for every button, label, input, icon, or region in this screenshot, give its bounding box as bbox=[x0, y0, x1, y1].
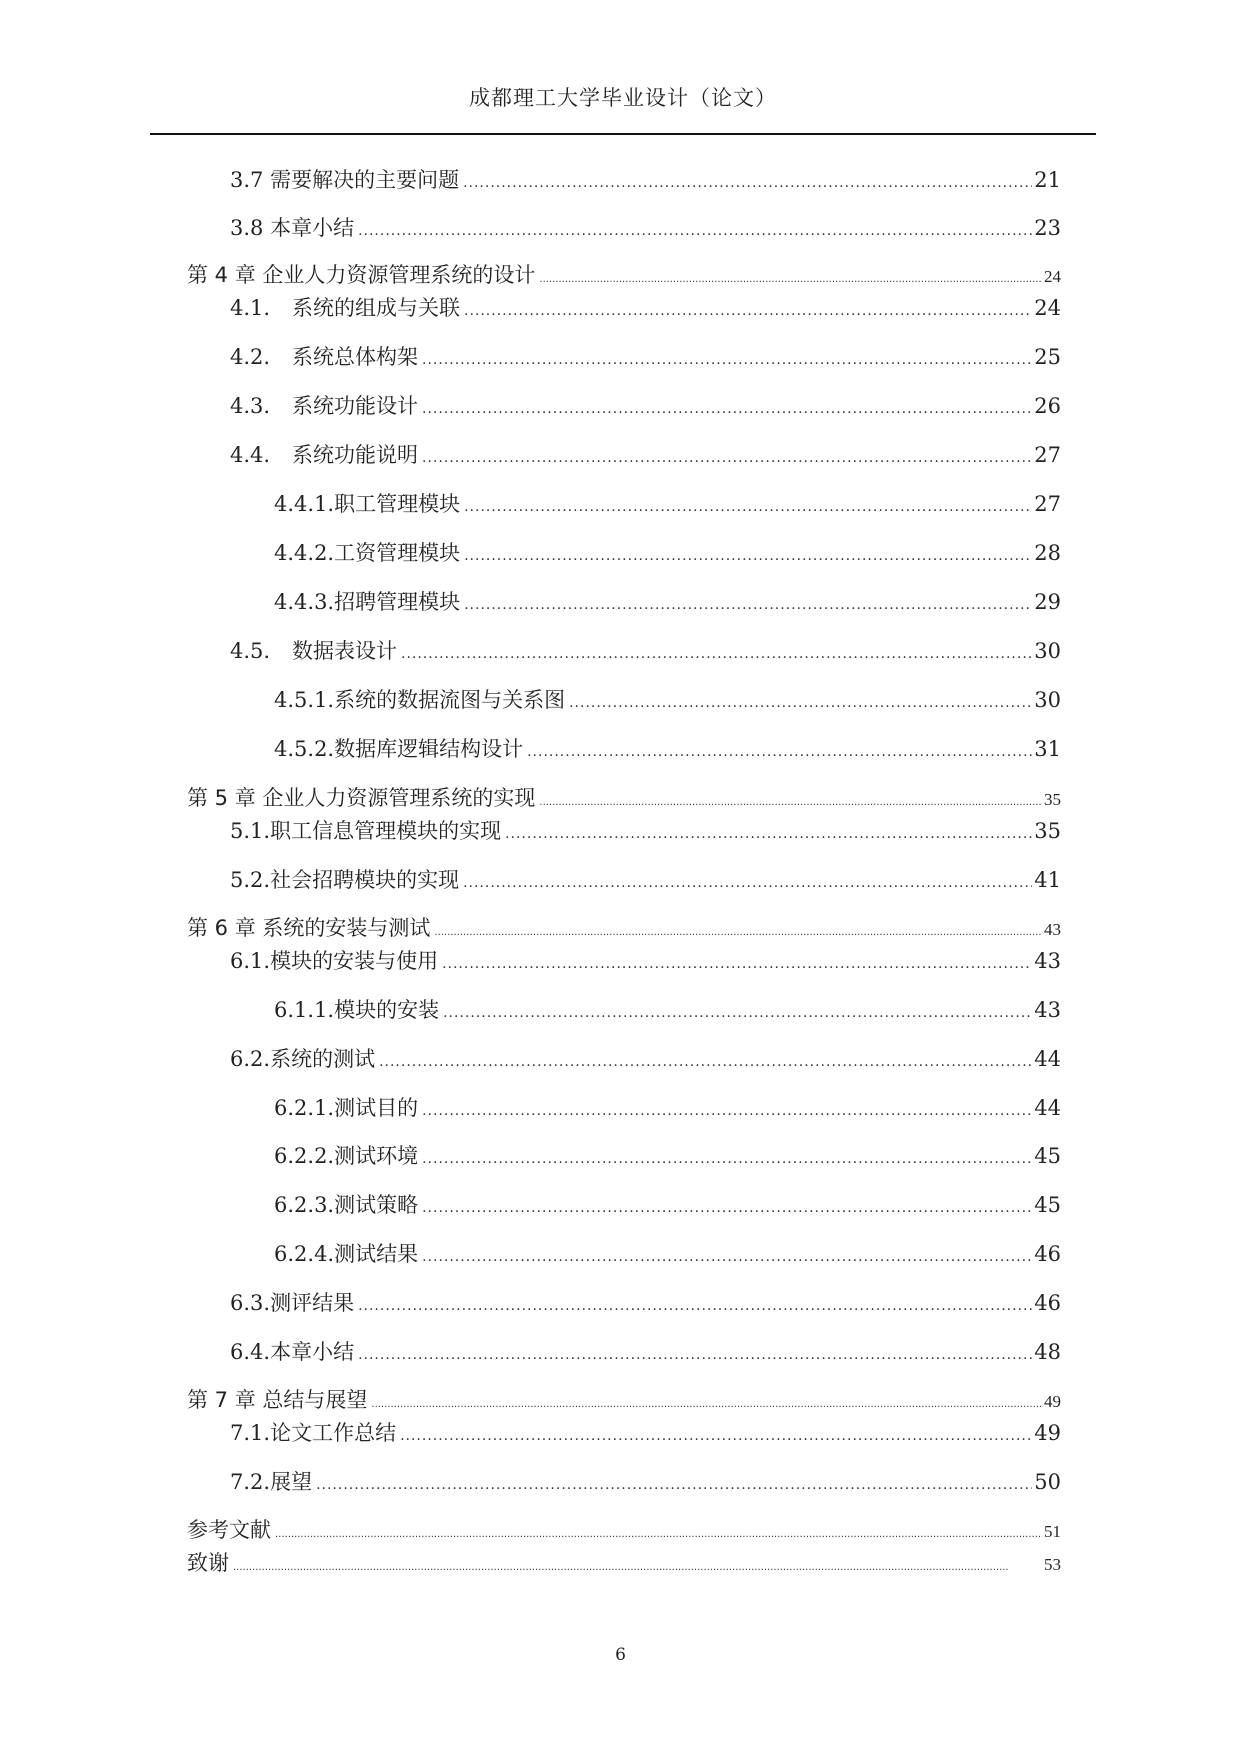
toc-entry-page: 21 bbox=[1034, 168, 1061, 192]
toc-entry-page: 30 bbox=[1034, 639, 1061, 663]
toc-entry-4-5-1[interactable] bbox=[274, 684, 1061, 714]
toc-entry-title: 3.7 需要解决的主要问题 bbox=[230, 168, 460, 192]
toc-entry-6-2-3[interactable] bbox=[274, 1189, 1061, 1219]
toc-entry-page: 44 bbox=[1034, 1096, 1061, 1120]
toc-entry-title bbox=[230, 439, 422, 469]
toc-entry-page: 24 bbox=[1034, 296, 1061, 320]
toc-entry-title: 5.1.职工信息管理模块的实现 bbox=[230, 819, 502, 843]
toc-chapter-6[interactable] bbox=[187, 912, 1061, 942]
toc-dot-leader bbox=[422, 1200, 1032, 1216]
toc-entry-6-3[interactable] bbox=[230, 1287, 1061, 1317]
toc-dot-leader bbox=[464, 499, 1032, 515]
toc-entry-page: 27 bbox=[1034, 492, 1061, 516]
toc-dot-leader bbox=[422, 1151, 1032, 1167]
toc-entry-6-2-1[interactable] bbox=[274, 1092, 1061, 1122]
toc-dot-leader bbox=[422, 352, 1032, 368]
toc-chapter-title: 致谢 bbox=[187, 1551, 229, 1575]
toc-entry-4-4-2[interactable] bbox=[274, 537, 1061, 567]
toc-entry-page: 48 bbox=[1034, 1340, 1061, 1364]
toc-chapter-title: 第 4 章 企业人力资源管理系统的设计 bbox=[187, 263, 536, 287]
toc-entry-title: 6.3.测评结果 bbox=[230, 1291, 355, 1315]
toc-entry-page: 50 bbox=[1034, 1470, 1061, 1494]
toc-chapter-title: 第 7 章 总结与展望 bbox=[187, 1388, 368, 1412]
toc-entry-text: 数据表设计 bbox=[292, 639, 397, 663]
toc-entry-title: 7.1.论文工作总结 bbox=[230, 1421, 397, 1445]
toc-entry-6-1-1[interactable] bbox=[274, 994, 1061, 1024]
toc-entry-page: 23 bbox=[1034, 216, 1061, 240]
toc-entry-text: 系统功能设计 bbox=[292, 394, 418, 418]
toc-entry-page: 46 bbox=[1034, 1291, 1061, 1315]
toc-dot-leader bbox=[401, 646, 1032, 662]
toc-entry-page: 28 bbox=[1034, 541, 1061, 565]
toc-entry-title: 7.2.展望 bbox=[230, 1470, 313, 1494]
toc-dot-leader bbox=[527, 744, 1032, 760]
toc-entry-page: 35 bbox=[1044, 790, 1061, 809]
toc-entry-6-2-4[interactable] bbox=[274, 1238, 1061, 1268]
page-header-title: 成都理工大学毕业设计（论文） bbox=[469, 86, 777, 110]
toc-entry-page: 53 bbox=[1044, 1555, 1061, 1574]
toc-entry-title: 6.1.模块的安装与使用 bbox=[230, 949, 439, 973]
toc-entry-6-1[interactable] bbox=[230, 945, 1061, 975]
toc-entry-title: 4.5.1.系统的数据流图与关系图 bbox=[274, 688, 566, 712]
toc-entry-page: 25 bbox=[1034, 345, 1061, 369]
page-number: 6 bbox=[615, 1645, 626, 1665]
toc-dot-leader bbox=[275, 1529, 1042, 1540]
toc-chapter-7[interactable] bbox=[187, 1384, 1061, 1414]
toc-entry-title: 6.2.2.测试环境 bbox=[274, 1144, 419, 1168]
toc-entry-page: 31 bbox=[1034, 737, 1061, 761]
toc-chapter-title: 第 5 章 企业人力资源管理系统的实现 bbox=[187, 786, 536, 810]
toc-entry-page: 24 bbox=[1044, 267, 1061, 286]
toc-entry-page: 30 bbox=[1034, 688, 1061, 712]
toc-entry-page: 27 bbox=[1034, 443, 1061, 467]
toc-dot-leader bbox=[464, 548, 1032, 564]
toc-dot-leader bbox=[422, 1249, 1032, 1265]
toc-entry-4-4-1[interactable] bbox=[274, 488, 1061, 518]
toc-entry-page: 43 bbox=[1044, 920, 1061, 939]
toc-entry-page: 43 bbox=[1034, 949, 1061, 973]
toc-dot-leader bbox=[539, 274, 1042, 285]
toc-entry-text: 系统的组成与关联 bbox=[292, 296, 460, 320]
toc-entry-page: 29 bbox=[1034, 590, 1061, 614]
toc-entry-6-2[interactable] bbox=[230, 1043, 1061, 1073]
toc-entry-5-2[interactable] bbox=[230, 864, 1061, 894]
toc-entry-number: 4.5. bbox=[230, 639, 271, 663]
toc-entry-title: 4.4.3.招聘管理模块 bbox=[274, 590, 461, 614]
toc-entry-page: 44 bbox=[1034, 1047, 1061, 1071]
toc-entry-page: 26 bbox=[1034, 394, 1061, 418]
toc-entry-title: 6.2.1.测试目的 bbox=[274, 1096, 419, 1120]
toc-dot-leader bbox=[434, 927, 1042, 938]
toc-chapter-5[interactable] bbox=[187, 782, 1061, 812]
toc-entry-title: 3.8 本章小结 bbox=[230, 216, 355, 240]
toc-entry-page: 46 bbox=[1034, 1242, 1061, 1266]
toc-entry-4-4-3[interactable] bbox=[274, 586, 1061, 616]
toc-dot-leader bbox=[422, 1103, 1032, 1119]
toc-dot-leader bbox=[464, 303, 1032, 319]
toc-entry-title: 4.4.2.工资管理模块 bbox=[274, 541, 461, 565]
toc-dot-leader bbox=[569, 695, 1032, 711]
toc-entry-title bbox=[230, 635, 401, 665]
toc-entry-page: 45 bbox=[1034, 1193, 1061, 1217]
toc-dot-leader bbox=[422, 450, 1032, 466]
toc-dot-leader bbox=[505, 826, 1032, 842]
toc-dot-leader bbox=[358, 223, 1032, 239]
toc-entry-4-1[interactable] bbox=[230, 292, 1061, 322]
toc-entry-acknowledgements[interactable] bbox=[187, 1547, 1061, 1577]
toc-entry-5-1[interactable] bbox=[230, 815, 1061, 845]
toc-entry-4-3[interactable] bbox=[230, 390, 1061, 420]
toc-entry-title: 4.4.1.职工管理模块 bbox=[274, 492, 461, 516]
toc-dot-leader bbox=[400, 1428, 1032, 1444]
toc-entry-text: 系统总体构架 bbox=[292, 345, 418, 369]
toc-entry-page: 43 bbox=[1034, 998, 1061, 1022]
toc-dot-leader bbox=[463, 175, 1032, 191]
toc-dot-leader bbox=[422, 401, 1032, 417]
toc-entry-number: 4.3. bbox=[230, 394, 271, 418]
toc-dot-leader bbox=[371, 1399, 1042, 1410]
toc-entry-4-5[interactable] bbox=[230, 635, 1061, 665]
toc-entry-number: 4.2. bbox=[230, 345, 271, 369]
toc-dot-leader bbox=[539, 797, 1042, 808]
toc-dot-leader bbox=[442, 956, 1032, 972]
toc-dot-leader bbox=[379, 1054, 1032, 1070]
toc-entry-page: 35 bbox=[1034, 819, 1061, 843]
toc-entry-3-7[interactable] bbox=[230, 164, 1061, 194]
toc-dot-leader bbox=[358, 1347, 1032, 1363]
toc-chapter-title: 参考文献 bbox=[187, 1518, 271, 1542]
toc-entry-6-4[interactable] bbox=[230, 1336, 1061, 1366]
toc-entry-title: 6.2.系统的测试 bbox=[230, 1047, 376, 1071]
toc-entry-page: 45 bbox=[1034, 1144, 1061, 1168]
toc-chapter-4[interactable] bbox=[187, 259, 1061, 289]
toc-dot-leader bbox=[463, 875, 1032, 891]
toc-entry-3-8[interactable] bbox=[230, 212, 1061, 242]
toc-entry-title: 5.2.社会招聘模块的实现 bbox=[230, 868, 460, 892]
toc-entry-title: 6.4.本章小结 bbox=[230, 1340, 355, 1364]
toc-entry-text: 系统功能说明 bbox=[292, 443, 418, 467]
toc-dot-leader bbox=[233, 1562, 1042, 1573]
toc-dot-leader bbox=[316, 1477, 1032, 1493]
toc-dot-leader bbox=[464, 597, 1032, 613]
toc-entry-title: 6.2.4.测试结果 bbox=[274, 1242, 419, 1266]
toc-entry-6-2-2[interactable] bbox=[274, 1140, 1061, 1170]
toc-entry-7-2[interactable] bbox=[230, 1466, 1061, 1496]
toc-entry-title: 6.1.1.模块的安装 bbox=[274, 998, 440, 1022]
toc-entry-number: 4.4. bbox=[230, 443, 271, 467]
toc-entry-title bbox=[230, 390, 422, 420]
toc-entry-page: 41 bbox=[1034, 868, 1061, 892]
toc-entry-title bbox=[230, 292, 464, 322]
toc-entry-page: 49 bbox=[1034, 1421, 1061, 1445]
toc-entry-4-2[interactable] bbox=[230, 341, 1061, 371]
toc-entry-4-5-2[interactable] bbox=[274, 733, 1061, 763]
toc-entry-4-4[interactable] bbox=[230, 439, 1061, 469]
toc-entry-page: 51 bbox=[1044, 1522, 1061, 1541]
toc-entry-page: 49 bbox=[1044, 1392, 1061, 1411]
toc-dot-leader bbox=[443, 1005, 1032, 1021]
toc-entry-number: 4.1. bbox=[230, 296, 271, 320]
toc-entry-7-1[interactable] bbox=[230, 1417, 1061, 1447]
toc-entry-title: 6.2.3.测试策略 bbox=[274, 1193, 419, 1217]
toc-entry-references[interactable] bbox=[187, 1514, 1061, 1544]
toc-entry-title bbox=[230, 341, 422, 371]
toc-dot-leader bbox=[358, 1298, 1032, 1314]
toc-chapter-title: 第 6 章 系统的安装与测试 bbox=[187, 916, 431, 940]
toc-entry-title: 4.5.2.数据库逻辑结构设计 bbox=[274, 737, 524, 761]
